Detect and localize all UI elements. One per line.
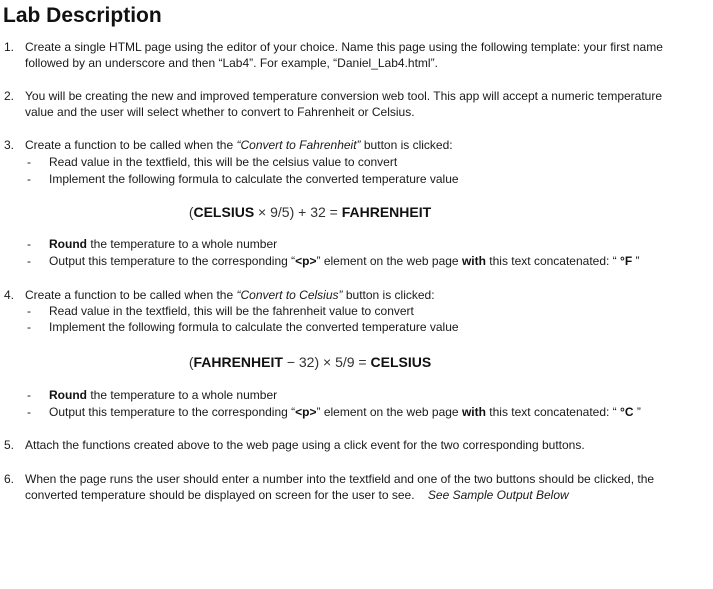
item-line: You will be creating the new and improved temperature conversion web tool. This app will accept a numeric temperature [25, 89, 663, 103]
bullet-text: Implement the following formula to calculate the converted temperature value [49, 172, 459, 186]
item-text: Create a function to be called when the “Convert to Celsius” button is clicked: [25, 288, 435, 302]
button-name-celsius: “Convert to Celsius” [236, 288, 343, 302]
item-text [25, 471, 705, 503]
item-number: 1. [4, 40, 15, 54]
bullet-dash: - [27, 155, 31, 169]
formula-celsius: (FAHRENHEIT − 32) × 5/9 = CELSIUS [188, 354, 432, 370]
item-text: Create a function to be called when the “Convert to Fahrenheit” button is clicked: [25, 138, 453, 152]
bullet-text: Implement the following formula to calculate the converted temperature value [49, 320, 459, 334]
item-line: followed by an underscore and then “Lab4”. For example, “Daniel_Lab4.html”. [25, 56, 438, 70]
item-line: value and the user will select whether to convert to Fahrenheit or Celsius. [25, 105, 415, 119]
bullet-dash: - [27, 172, 31, 186]
bullet-dash: - [27, 237, 31, 251]
bullet-text: Output this temperature to the corresponding “<p>” element on the web page with this text concatenated: “ °C ” [49, 405, 641, 419]
page-title: Lab Description [3, 4, 162, 27]
item-text [25, 39, 705, 71]
item-number: 2. [4, 89, 15, 103]
item-number: 3. [4, 138, 15, 152]
item-text [25, 437, 705, 453]
bullet-dash: - [27, 320, 31, 334]
bullet-text: Round the temperature to a whole number [49, 237, 278, 251]
bullet-dash: - [27, 405, 31, 419]
item-line: When the page runs the user should enter a number into the textfield and one of the two buttons should be clicked, the [25, 472, 655, 486]
item-number: 4. [4, 288, 15, 302]
see-sample-output: See Sample Output Below [427, 488, 569, 502]
item-line: Create a single HTML page using the editor of your choice. Name this page using the following template: your first name [25, 40, 663, 54]
bullet-text: Read value in the textfield, this will be the celsius value to convert [49, 155, 398, 169]
item-text [25, 88, 705, 120]
bullet-text: Read value in the textfield, this will be the fahrenheit value to convert [49, 304, 414, 318]
bullet-dash: - [27, 254, 31, 268]
button-name-fahrenheit: “Convert to Fahrenheit” [236, 138, 361, 152]
formula-fahrenheit: (CELSIUS × 9/5) + 32 = FAHRENHEIT [188, 204, 432, 220]
bullet-dash: - [27, 388, 31, 402]
bullet-dash: - [27, 304, 31, 318]
item-line: Attach the functions created above to the web page using a click event for the two corresponding buttons. [25, 438, 585, 452]
item-number: 5. [4, 438, 15, 452]
item-line: converted temperature should be displayed on screen for the user to see. See Sample Output Below [25, 488, 569, 502]
bullet-text: Output this temperature to the corresponding “<p>” element on the web page with this text concatenated: “ °F ” [49, 254, 640, 268]
item-number: 6. [4, 472, 15, 486]
bullet-text: Round the temperature to a whole number [49, 388, 278, 402]
